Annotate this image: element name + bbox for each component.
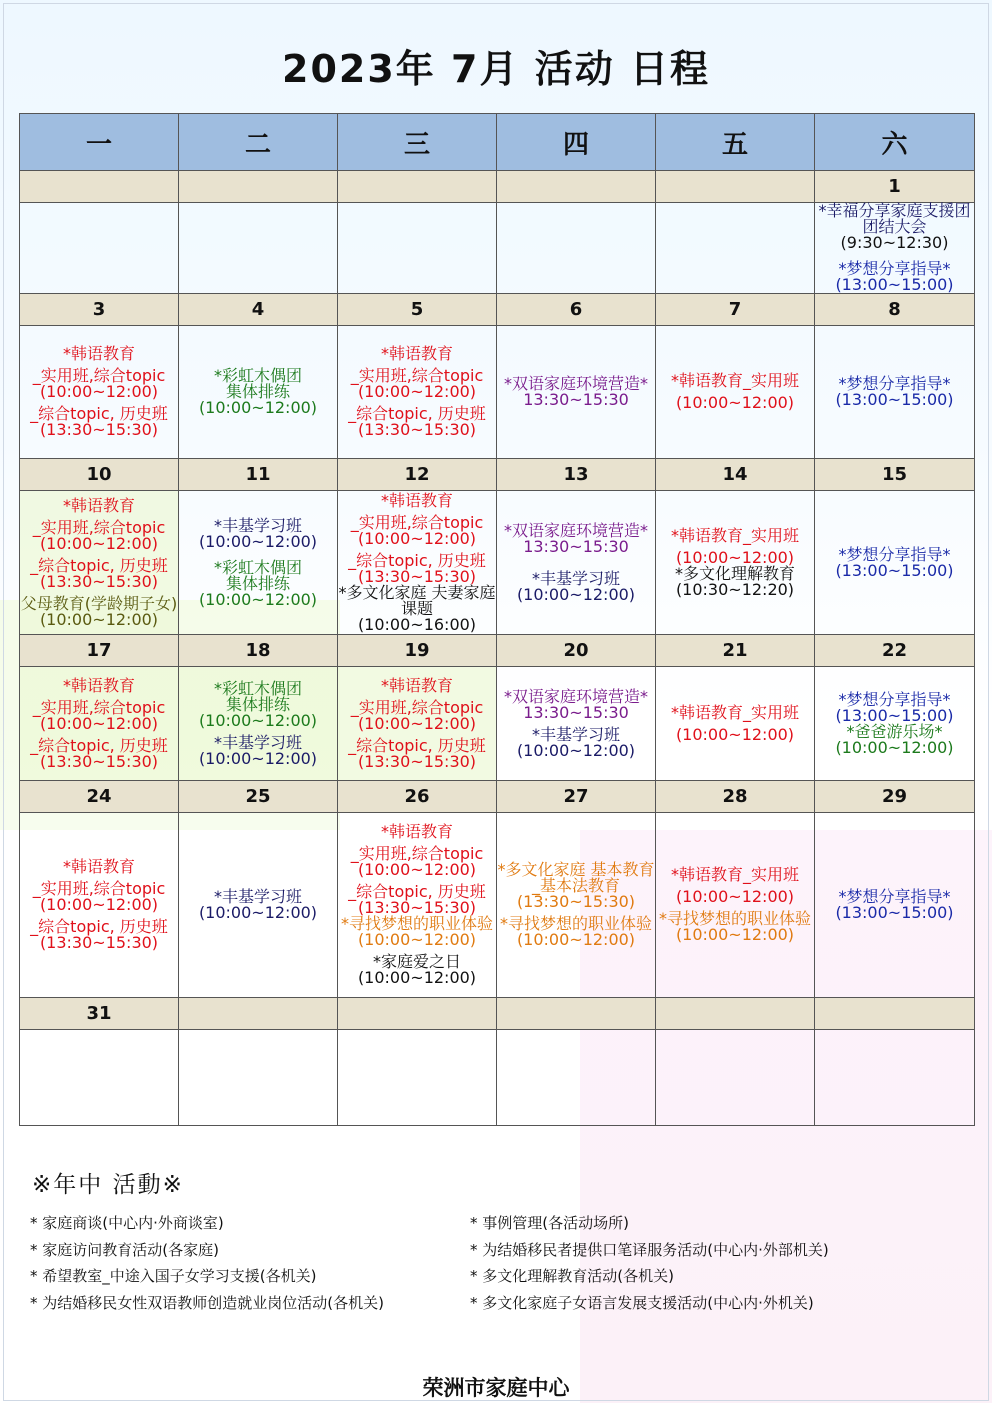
event-line: _综合topic, 历史班 [30, 404, 168, 423]
date-number-cell: 6 [497, 294, 656, 326]
event-line: *多文化家庭 基本教育 [497, 860, 655, 879]
event-line: _综合topic, 历史班 [348, 404, 486, 423]
event-line: _实用班,综合topic [32, 366, 166, 385]
yearly-activity-item: * 多文化理解教育活动(各机关) [470, 1267, 674, 1285]
spacer [497, 555, 655, 565]
day-events-cell [815, 326, 975, 459]
date-number-cell [338, 998, 497, 1030]
events-row [20, 203, 975, 294]
day-events-cell [338, 491, 497, 635]
event-line: 集体排练 [225, 382, 290, 401]
yearly-activity-item: * 事例管理(各活动场所) [470, 1214, 629, 1232]
event-line: *寻找梦想的职业体验 [340, 914, 493, 933]
day-events-cell [656, 326, 815, 459]
day-events-cell [179, 203, 338, 294]
weekday-thu: 四 [497, 114, 656, 171]
event-line: *韩语教育 [62, 675, 135, 695]
event-line: _综合topic, 历史班 [30, 555, 168, 575]
day-events-cell [20, 491, 179, 635]
event-line: *双语家庭环境营造* [503, 374, 648, 393]
event-line: (10:00~12:00) [516, 584, 636, 604]
event-line: (10:00~12:00) [675, 724, 795, 744]
event-line: *韩语教育 [380, 490, 453, 510]
date-number-cell: 25 [179, 781, 338, 813]
event-line: (10:00~12:00) [357, 528, 477, 548]
day-events-cell [338, 1030, 497, 1126]
weekday-tue: 二 [179, 114, 338, 171]
weekday-fri: 五 [656, 114, 815, 171]
date-number-row [20, 635, 975, 667]
date-number-cell: 26 [338, 781, 497, 813]
event-line: _综合topic, 历史班 [348, 735, 486, 755]
yearly-activity-item: * 希望教室_中途入国子女学习支援(各机关) [30, 1267, 317, 1285]
date-number-cell: 29 [815, 781, 975, 813]
event-line: *多文化家庭 夫妻家庭课题 [338, 582, 496, 618]
events-row [20, 667, 975, 781]
date-number-row [20, 781, 975, 813]
event-line: *丰基学习班 [531, 568, 620, 588]
event-line: *家庭爱之日 [372, 952, 461, 971]
date-number-cell [656, 998, 815, 1030]
event-line: _综合topic, 历史班 [348, 550, 486, 570]
event-line: *韩语教育 [380, 344, 453, 363]
event-line: (10:00~12:00) [198, 589, 318, 609]
date-number-cell: 5 [338, 294, 497, 326]
event-line: *韩语教育 [62, 344, 135, 363]
date-number-cell: 15 [815, 459, 975, 491]
event-line: *梦想分享指导* [838, 887, 951, 906]
weekday-sat: 六 [815, 114, 975, 171]
event-line: 团结大会 [862, 217, 927, 236]
event-line: (10:00~12:00) [516, 930, 636, 949]
date-number-cell: 10 [20, 459, 179, 491]
event-line: *梦想分享指导* [838, 544, 951, 564]
day-events-cell [815, 813, 975, 998]
day-events-cell [497, 667, 656, 781]
event-line: *寻找梦想的职业体验 [499, 914, 652, 933]
event-line: (10:00~12:00) [39, 382, 159, 401]
event-line: (13:30~15:30) [39, 751, 159, 771]
event-line: (10:00~12:00) [675, 547, 795, 567]
date-number-cell: 17 [20, 635, 179, 667]
day-events-cell [656, 667, 815, 781]
day-events-cell [497, 491, 656, 635]
date-number-row [20, 998, 975, 1030]
event-line: _综合topic, 历史班 [30, 917, 168, 936]
event-line: (13:30~15:30) [39, 571, 159, 591]
event-line: (10:00~12:00) [198, 710, 318, 730]
day-events-cell [338, 813, 497, 998]
day-events-cell [20, 1030, 179, 1126]
event-line: (10:00~12:00) [39, 533, 159, 553]
date-number-cell: 21 [656, 635, 815, 667]
calendar-table [19, 113, 975, 1126]
date-number-cell [179, 171, 338, 203]
date-number-cell: 12 [338, 459, 497, 491]
day-events-cell [179, 491, 338, 635]
day-events-cell [656, 813, 815, 998]
event-line: *韩语教育 [62, 857, 135, 876]
day-events-cell [815, 667, 975, 781]
event-line: (10:00~12:00) [357, 713, 477, 733]
event-line: *多文化理解教育 [674, 563, 795, 583]
day-events-cell [656, 203, 815, 294]
event-line: (10:00~12:00) [835, 737, 954, 757]
event-line: (10:00~12:00) [198, 903, 318, 922]
event-line: (10:00~12:00) [39, 895, 159, 914]
day-events-cell [338, 667, 497, 781]
events-row [20, 1030, 975, 1126]
event-line: _实用班,综合topic [32, 517, 166, 537]
date-number-cell [338, 171, 497, 203]
day-events-cell [20, 813, 179, 998]
event-line: *幸福分享家庭支援团 [818, 201, 971, 220]
event-line: *丰基学习班 [531, 724, 620, 744]
yearly-activity-item: * 家庭访问教育活动(各家庭) [30, 1240, 219, 1259]
event-line: (10:00~16:00) [357, 614, 477, 634]
date-number-cell: 27 [497, 781, 656, 813]
event-line: *双语家庭环境营造* [503, 686, 648, 706]
day-events-cell [20, 203, 179, 294]
day-events-cell [815, 491, 975, 635]
event-line: 13:30~15:30 [523, 536, 629, 556]
date-number-cell: 31 [20, 998, 179, 1030]
event-line: (13:30~15:30) [357, 566, 477, 586]
event-line: (10:00~12:00) [675, 393, 795, 412]
event-line: (10:00~12:00) [357, 860, 477, 879]
events-row [20, 326, 975, 459]
date-number-row [20, 294, 975, 326]
day-events-cell [497, 203, 656, 294]
organization-name: 荣洲市家庭中心 [422, 1376, 570, 1400]
event-line: *韩语教育_实用班 [670, 371, 799, 390]
date-number-cell: 8 [815, 294, 975, 326]
event-line: *韩语教育_实用班 [670, 702, 799, 722]
event-line: (10:00~12:00) [357, 968, 477, 987]
event-line: (10:00~12:00) [198, 748, 318, 768]
day-events-cell [815, 203, 975, 294]
event-line: _实用班,综合topic [350, 844, 484, 863]
day-events-cell [815, 1030, 975, 1126]
date-number-cell: 11 [179, 459, 338, 491]
event-line: 集体排练 [225, 573, 290, 593]
weekday-mon: 一 [20, 114, 179, 171]
yearly-activity-item: * 家庭商谈(中心内·外商谈室) [30, 1214, 224, 1232]
event-line: _综合topic, 历史班 [30, 735, 168, 755]
event-line: *寻找梦想的职业体验 [658, 909, 811, 928]
date-number-cell: 13 [497, 459, 656, 491]
event-line: *韩语教育 [380, 675, 453, 695]
event-line: (13:30~15:30) [39, 420, 159, 439]
yearly-activity-item: * 多文化家庭子女语言发展支援活动(中心内·外机关) [470, 1293, 814, 1312]
event-line: _综合topic, 历史班 [348, 882, 486, 901]
event-line: *爸爸游乐场* [846, 721, 943, 741]
event-line: *韩语教育_实用班 [670, 865, 799, 884]
event-line: (10:00~12:00) [357, 930, 477, 949]
day-events-cell [656, 1030, 815, 1126]
yearly-activity-item: * 为结婚移民者提供口笔译服务活动(中心内·外部机关) [470, 1240, 829, 1259]
date-number-cell [497, 171, 656, 203]
date-number-row [20, 459, 975, 491]
event-line: 13:30~15:30 [523, 702, 629, 722]
date-number-cell [815, 998, 975, 1030]
yearly-activities-left-list [30, 1210, 384, 1316]
date-number-cell [179, 998, 338, 1030]
day-events-cell [497, 1030, 656, 1126]
event-line: (10:00~12:00) [39, 609, 159, 629]
day-events-cell [338, 326, 497, 459]
event-line: _基本法教育 [531, 876, 620, 895]
event-line: (13:00~15:00) [835, 560, 954, 580]
day-events-cell [656, 491, 815, 635]
event-line: *双语家庭环境营造* [503, 520, 648, 540]
event-line: (10:00~12:00) [39, 713, 159, 733]
day-events-cell [179, 813, 338, 998]
day-events-cell [497, 326, 656, 459]
date-number-cell: 20 [497, 635, 656, 667]
events-row [20, 491, 975, 635]
event-line: (13:30~15:30) [516, 892, 636, 911]
event-line: (9:30~12:30) [840, 233, 949, 252]
event-line: *韩语教育 [62, 495, 135, 515]
event-line: _实用班,综合topic [32, 697, 166, 717]
date-number-cell: 24 [20, 781, 179, 813]
event-line: (10:00~12:00) [357, 382, 477, 401]
event-line: *丰基学习班 [213, 515, 302, 535]
event-line: *梦想分享指导* [838, 689, 951, 709]
event-line: *梦想分享指导* [838, 374, 951, 393]
event-line: _实用班,综合topic [350, 366, 484, 385]
day-events-cell [179, 326, 338, 459]
event-line: *韩语教育_实用班 [670, 525, 799, 545]
event-line: (13:30~15:30) [357, 751, 477, 771]
date-number-row [20, 171, 975, 203]
date-number-cell: 22 [815, 635, 975, 667]
yearly-activities-right-list [470, 1210, 829, 1316]
event-line: *彩虹木偶团 [213, 557, 302, 577]
event-line: *彩虹木偶团 [213, 678, 302, 698]
day-events-cell [338, 203, 497, 294]
event-line: (13:00~15:00) [835, 705, 954, 725]
event-line: _实用班,综合topic [32, 879, 166, 898]
event-line: (10:00~12:00) [675, 925, 795, 944]
date-number-cell: 3 [20, 294, 179, 326]
day-events-cell [497, 813, 656, 998]
date-number-cell: 1 [815, 171, 975, 203]
date-number-cell [497, 998, 656, 1030]
event-line: 13:30~15:30 [523, 390, 629, 409]
event-line: *韩语教育 [380, 822, 453, 841]
day-events-cell [179, 1030, 338, 1126]
date-number-cell [20, 171, 179, 203]
event-line: *彩虹木偶团 [213, 366, 302, 385]
event-line: 父母教育(学龄期子女) [20, 593, 178, 613]
day-events-cell [179, 667, 338, 781]
day-events-cell [20, 667, 179, 781]
event-line: (13:30~15:30) [357, 420, 477, 439]
event-line: *梦想分享指导* [838, 259, 951, 278]
event-line: _实用班,综合topic [350, 697, 484, 717]
date-number-cell: 4 [179, 294, 338, 326]
date-number-cell: 7 [656, 294, 815, 326]
date-number-cell: 14 [656, 459, 815, 491]
date-number-cell: 18 [179, 635, 338, 667]
event-line: 集体排练 [225, 694, 290, 714]
event-line: (13:00~15:00) [835, 390, 954, 409]
event-line: (13:00~15:00) [835, 275, 954, 294]
date-number-cell: 19 [338, 635, 497, 667]
date-number-cell [656, 171, 815, 203]
weekday-wed: 三 [338, 114, 497, 171]
events-row [20, 813, 975, 998]
date-number-cell: 28 [656, 781, 815, 813]
event-line: (10:00~12:00) [675, 887, 795, 906]
event-line: (10:30~12:20) [675, 579, 795, 599]
page-title: 2023年 7月 活动 日程 [282, 47, 710, 91]
event-line: (13:30~15:30) [357, 898, 477, 917]
event-line: (13:00~15:00) [835, 903, 954, 922]
event-line: (13:30~15:30) [39, 933, 159, 952]
day-events-cell [20, 326, 179, 459]
event-line: (10:00~12:00) [198, 398, 318, 417]
event-line: *丰基学习班 [213, 887, 302, 906]
event-line: _实用班,综合topic [350, 512, 484, 532]
event-line: (10:00~12:00) [198, 531, 318, 551]
yearly-activity-item: * 为结婚移民女性双语教师创造就业岗位活动(各机关) [30, 1293, 384, 1312]
event-line: (10:00~12:00) [516, 740, 636, 760]
event-line: *丰基学习班 [213, 732, 302, 752]
weekday-header-row [20, 114, 975, 171]
yearly-activities-title: ※年中 活動※ [32, 1172, 184, 1198]
